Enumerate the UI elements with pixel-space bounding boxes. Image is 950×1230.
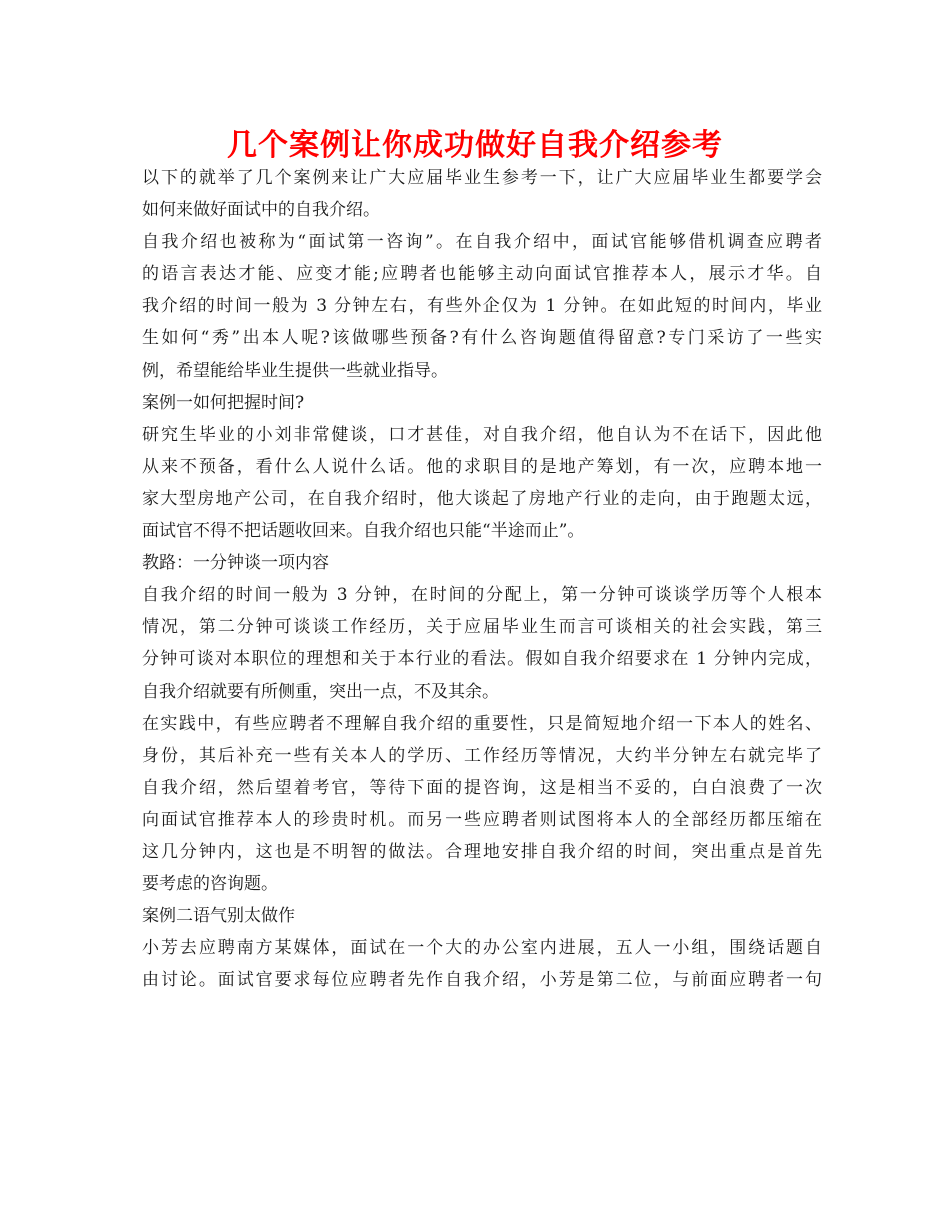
text-line: 自我介绍的时间一般为 3 分钟，在时间的分配上，第一分钟可谈谈学历等个人根本 — [142, 585, 822, 606]
text-line: 案例二语气别太做作 — [142, 906, 295, 927]
text-line: 生如何“秀”出本人呢?该做哪些预备?有什么咨询题值得留意?专门采访了一些实 — [142, 328, 822, 349]
text-line: 面试官不得不把话题收回来。自我介绍也只能“半途而止”。 — [142, 521, 585, 542]
text-line: 身份，其后补充一些有关本人的学历、工作经历等情况，大约半分钟左右就完毕了 — [142, 745, 822, 766]
text-line: 以下的就举了几个案例来让广大应届毕业生参考一下，让广大应届毕业生都要学会 — [142, 168, 822, 188]
text-line: 例，希望能给毕业生提供一些就业指导。 — [142, 360, 448, 381]
document-title: 几个案例让你成功做好自我介绍参考 — [227, 128, 723, 163]
text-line: 这几分钟内，这也是不明智的做法。合理地安排自我介绍的时间，突出重点是首先 — [142, 841, 822, 862]
text-line: 自我介绍也被称为“面试第一咨询”。在自我介绍中，面试官能够借机调查应聘者 — [142, 232, 822, 253]
text-line: 的语言表达才能、应变才能;应聘者也能够主动向面试官推荐本人，展示才华。自 — [142, 264, 822, 285]
text-line: 要考虑的咨询题。 — [142, 874, 278, 895]
text-line: 家大型房地产公司，在自我介绍时，他大谈起了房地产行业的走向，由于跑题太远， — [142, 488, 822, 509]
text-line: 分钟可谈对本职位的理想和关于本行业的看法。假如自我介绍要求在 1 分钟内完成， — [142, 649, 822, 670]
text-line: 我介绍的时间一般为 3 分钟左右，有些外企仅为 1 分钟。在如此短的时间内，毕业 — [142, 296, 822, 317]
text-line: 小芳去应聘南方某媒体，面试在一个大的办公室内进展，五人一小组，围绕话题自 — [142, 938, 822, 959]
text-line: 向面试官推荐本人的珍贵时机。而另一些应聘者则试图将本人的全部经历都压缩在 — [142, 809, 822, 830]
text-line: 研究生毕业的小刘非常健谈，口才甚佳，对自我介绍，他自认为不在话下，因此他 — [142, 424, 822, 445]
text-line: 情况，第二分钟可谈谈工作经历，关于应届毕业生而言可谈相关的社会实践，第三 — [142, 617, 822, 638]
document-body — [142, 162, 822, 996]
text-line: 案例一如何把握时间? — [142, 392, 305, 413]
text-line: 在实践中，有些应聘者不理解自我介绍的重要性，只是简短地介绍一下本人的姓名、 — [142, 713, 822, 734]
text-line: 如何来做好面试中的自我介绍。 — [142, 200, 380, 221]
text-line: 从来不预备，看什么人说什么话。他的求职目的是地产筹划，有一次，应聘本地一 — [142, 456, 822, 477]
text-line: 自我介绍就要有所侧重，突出一点，不及其余。 — [142, 681, 499, 702]
text-line: 由讨论。面试官要求每位应聘者先作自我介绍，小芳是第二位，与前面应聘者一句 — [142, 970, 822, 991]
text-line: 自我介绍，然后望着考官，等待下面的提咨询，这是相当不妥的，白白浪费了一次 — [142, 777, 822, 798]
text-line: 教路：一分钟谈一项内容 — [142, 553, 329, 574]
